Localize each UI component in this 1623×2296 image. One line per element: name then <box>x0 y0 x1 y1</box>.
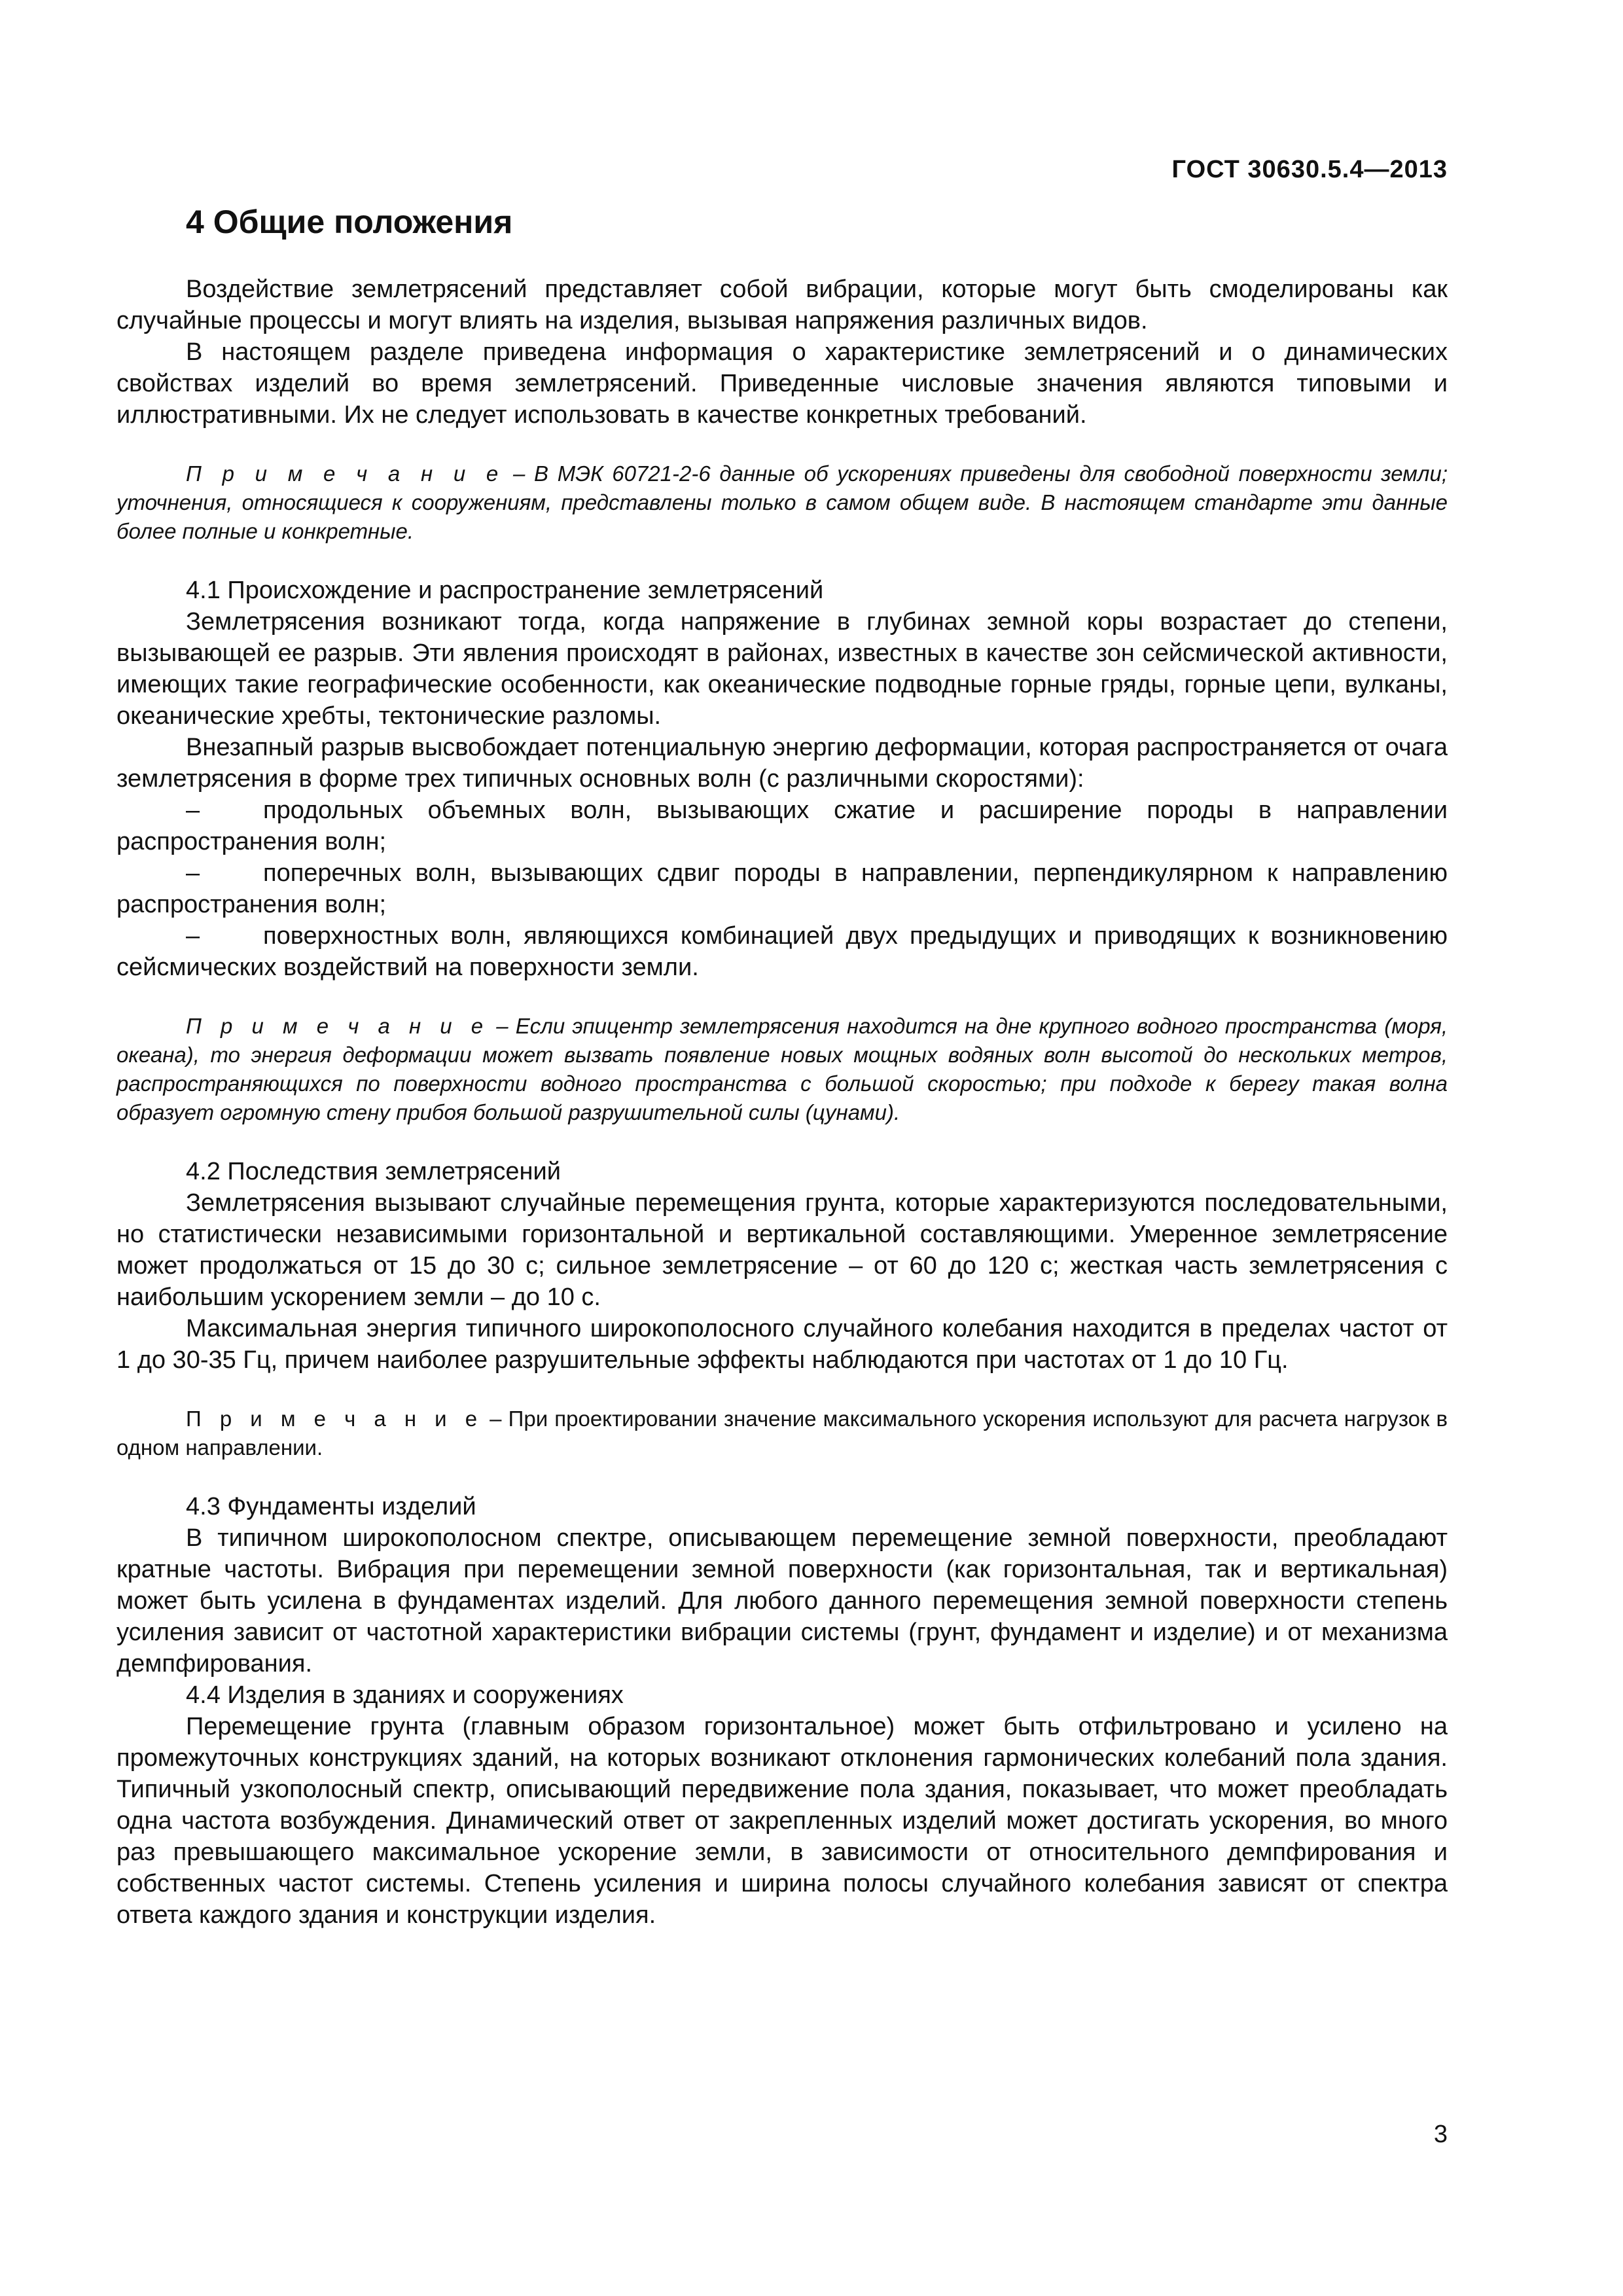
note-text: – При проектировании значение максимального ускорения используют для расчета нагрузок в одном направлении. <box>116 1407 1448 1460</box>
page-number: 3 <box>1433 2121 1448 2148</box>
note <box>116 1405 1448 1462</box>
note-label: П р и м е ч а н и е <box>186 461 505 486</box>
note-text: – Если эпицентр землетрясения находится на дне крупного водного пространства (моря, океана), то энергия деформации может вызвать появление новых мощных водяных волн высотой до нескольких метров, распространяющихся по поверхности водного пространства с большой скоростью; при подходе к берегу такая волна образует огромную стену прибоя большой разрушительной силы (цунами). <box>116 1014 1448 1124</box>
dash-marker: – <box>186 922 200 950</box>
paragraph: В типичном широкополосном спектре, описывающем перемещение земной поверхности, преобладают кратные частоты. Вибрация при перемещении земной поверхности (как горизонтальная, так и вертикальная) может быть усилена в фундаментах изделий. Для любого данного перемещения земной поверхности степень усиления зависит от частотной характеристики вибрации системы (грунт, фундамент и изделие) и от механизма демпфирования. <box>116 1524 1448 1677</box>
dash-marker: – <box>186 797 200 824</box>
subsection-title-4-4: 4.4 Изделия в зданиях и сооружениях <box>186 1681 624 1709</box>
section-title: 4 Общие положения <box>186 204 513 240</box>
standard-designation: ГОСТ 30630.5.4—2013 <box>1171 156 1448 183</box>
paragraph: Максимальная энергия типичного широкополосного случайного колебания находится в пределах частот от 1 до 30-35 Гц, причем наиболее разрушительные эффекты наблюдаются при частотах от 1 до 10 Гц. <box>116 1315 1448 1374</box>
note-label: П р и м е ч а н и е <box>186 1014 490 1038</box>
paragraph: Землетрясения вызывают случайные перемещения грунта, которые характеризуются последовательными, но статистически независимыми горизонтальной и вертикальной составляющими. Умеренное землетрясение может продолжаться от 15 до 30 с; сильное землетрясение – от 60 до 120 с; жесткая часть землетрясения с наибольшим ускорением земли – до 10 с. <box>116 1189 1448 1311</box>
list-item <box>116 857 1448 920</box>
note-label: П р и м е ч а н и е <box>186 1407 484 1431</box>
dash-marker: – <box>186 859 200 887</box>
document-page <box>116 0 1448 2296</box>
paragraph: В настоящем разделе приведена информация о характеристике землетрясений и о динамических свойствах изделий во время землетрясений. Приведенные числовые значения являются типовыми и иллюстративными. Их не следует использовать в качестве конкретных требований. <box>116 338 1448 429</box>
list-item <box>116 795 1448 857</box>
subsection-title-4-3: 4.3 Фундаменты изделий <box>186 1493 476 1520</box>
paragraph: Землетрясения возникают тогда, когда напряжение в глубинах земной коры возрастает до степени, вызывающей ее разрыв. Эти явления происходят в районах, известных в качестве зон сейсмической активности, имеющих такие географические особенности, как океанические подводные горные гряды, горные цепи, вулканы, океанические хребты, тектонические разломы. <box>116 608 1448 730</box>
subsection-title-4-2: 4.2 Последствия землетрясений <box>186 1158 561 1185</box>
list-item-text: поверхностных волн, являющихся комбинацией двух предыдущих и приводящих к возникновению сейсмических воздействий на поверхности земли. <box>116 922 1448 981</box>
list-item-text: продольных объемных волн, вызывающих сжатие и расширение породы в направлении распространения волн; <box>116 797 1448 855</box>
note <box>116 1012 1448 1127</box>
note-text: – В МЭК 60721-2-6 данные об ускорениях приведены для свободной поверхности земли; уточнения, относящиеся к сооружениям, представлены только в самом общем виде. В настоящем стандарте эти данные более полные и конкретные. <box>116 461 1448 543</box>
subsection-title-4-1: 4.1 Происхождение и распространение землетрясений <box>186 577 824 604</box>
list-item <box>116 920 1448 983</box>
paragraph: Воздействие землетрясений представляет собой вибрации, которые могут быть смоделированы как случайные процессы и могут влиять на изделия, вызывая напряжения различных видов. <box>116 276 1448 334</box>
body-text <box>116 274 1448 1931</box>
list-item-text: поперечных волн, вызывающих сдвиг породы в направлении, перпендикулярном к направлению распространения волн; <box>116 859 1448 918</box>
paragraph: Перемещение грунта (главным образом горизонтальное) может быть отфильтровано и усилено на промежуточных конструкциях зданий, на которых возникают отклонения гармонических колебаний пола здания. Типичный узкополосный спектр, описывающий передвижение пола здания, показывает, что может преобладать одна частота возбуждения. Динамический ответ от закрепленных изделий может достигать ускорения, во много раз превышающего максимальное ускорение земли, в зависимости от относительного демпфирования и собственных частот системы. Степень усиления и ширина полосы случайного колебания зависят от спектра ответа каждого здания и конструкции изделия. <box>116 1713 1448 1929</box>
paragraph: Внезапный разрыв высвобождает потенциальную энергию деформации, которая распространяется от очага землетрясения в форме трех типичных основных волн (с различными скоростями): <box>116 734 1448 793</box>
note <box>116 459 1448 546</box>
